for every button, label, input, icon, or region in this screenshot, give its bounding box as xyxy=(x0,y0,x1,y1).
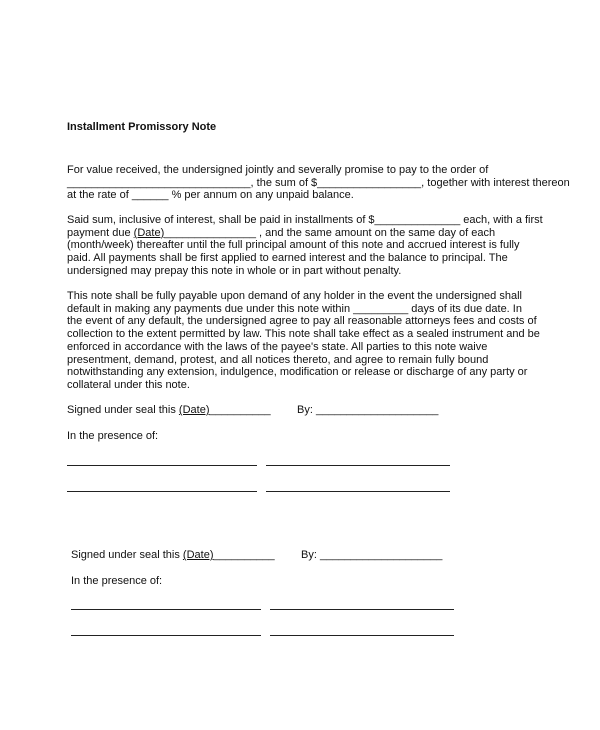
document-title: Installment Promissory Note xyxy=(67,121,217,133)
by-line xyxy=(297,404,438,416)
text-line: enforced in accordance with the laws of the payee's state. All parties to this note waive xyxy=(67,340,488,353)
text-line: at the rate of ______ % per annum on any unpaid balance. xyxy=(67,189,354,202)
signed-under-seal-line xyxy=(67,404,271,416)
text-line: collateral under this note. xyxy=(67,378,190,391)
text-line: default in making any payments due under this note within _________ days of its due date. In xyxy=(67,302,522,315)
signed-label: Signed under seal this xyxy=(67,404,176,416)
text-line: presentment, demand, protest, and all notices thereto, and agree to remain fully bound xyxy=(67,353,489,366)
date-placeholder: (Date) xyxy=(182,549,214,561)
payment-due-label: payment due xyxy=(67,226,131,239)
presence-label: In the presence of: xyxy=(71,575,163,587)
paragraph-installments xyxy=(67,214,557,278)
witness-signature-line xyxy=(67,465,257,466)
date-placeholder: (Date) xyxy=(178,404,210,416)
text-line: Said sum, inclusive of interest, shall be paid in installments of $______________ each, with a first xyxy=(67,214,543,226)
witness-signature-line xyxy=(71,609,261,610)
text-line: notwithstanding any extension, indulgence, modification or release or discharge of any party or xyxy=(67,366,528,379)
payment-due-remainder: _______________ , and the same amount on the same day of each xyxy=(164,226,496,239)
presence-label: In the presence of: xyxy=(67,430,159,442)
date-blank: __________ xyxy=(213,549,275,561)
text-line-payment-due xyxy=(67,227,557,240)
witness-signature-line xyxy=(266,465,450,466)
by-blank: ____________________ xyxy=(319,549,443,561)
witness-signature-line xyxy=(67,491,257,492)
text-line: ______________________________, the sum of $_________________, together with interest thereon xyxy=(67,176,570,189)
witness-signature-line xyxy=(71,635,261,636)
paragraph-payment-terms xyxy=(67,164,570,202)
witness-signature-line xyxy=(270,635,454,636)
signed-under-seal-line xyxy=(71,549,275,561)
by-blank: ____________________ xyxy=(315,404,439,416)
text-line: (month/week) thereafter until the full principal amount of this note and accrued interest is fully xyxy=(67,239,520,252)
text-line: undersigned may prepay this note in whole or in part without penalty. xyxy=(67,264,402,277)
text-line: paid. All payments shall be first applied to earned interest and the balance to principal. The xyxy=(67,252,508,265)
text-line: collection to the extent permitted by law. This note shall take effect as a sealed instrument and be xyxy=(67,328,540,341)
signed-label: Signed under seal this xyxy=(71,549,180,561)
text-line: This note shall be fully payable upon demand of any holder in the event the undersigned shall xyxy=(67,290,522,302)
date-blank: __________ xyxy=(209,404,271,416)
witness-signature-line xyxy=(270,609,454,610)
by-label: By: xyxy=(297,404,313,416)
text-line: For value received, the undersigned jointly and severally promise to pay to the order of xyxy=(67,164,489,176)
witness-signature-line xyxy=(266,491,450,492)
by-label: By: xyxy=(301,549,317,561)
text-line: the event of any default, the undersigned agree to pay all reasonable attorneys fees and costs of xyxy=(67,315,537,328)
date-placeholder: (Date) xyxy=(133,226,165,239)
paragraph-default-terms xyxy=(67,290,557,392)
by-line xyxy=(301,549,442,561)
